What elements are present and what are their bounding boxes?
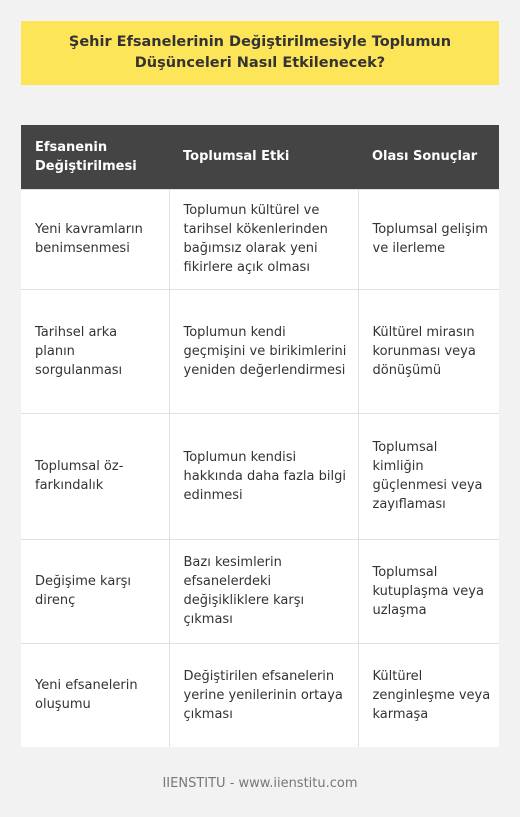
table-cell: Toplumun kültürel ve tarihsel kökenlerinden bağımsız olarak yeni fikirlere açık olması: [169, 189, 358, 289]
table-cell: Toplumsal öz-farkındalık: [21, 413, 169, 539]
table-cell: Toplumun kendi geçmişini ve birikimlerini yeniden değerlendirmesi: [169, 289, 358, 413]
table-cell: Değişime karşı direnç: [21, 539, 169, 643]
table-cell: Kültürel zenginleşme veya karmaşa: [358, 643, 499, 747]
table-cell: Toplumun kendisi hakkında daha fazla bilgi edinmesi: [169, 413, 358, 539]
footer-credit: IIENSTITU - www.iienstitu.com: [162, 776, 358, 791]
table-row: [21, 539, 499, 643]
table-cell: Toplumsal kutuplaşma veya uzlaşma: [358, 539, 499, 643]
table-cell: Bazı kesimlerin efsanelerdeki değişikliklere karşı çıkması: [169, 539, 358, 643]
table-cell: Yeni kavramların benimsenmesi: [21, 189, 169, 289]
title-banner: [21, 21, 499, 85]
table-row: [21, 189, 499, 289]
table-header-row: [21, 125, 499, 189]
column-header: Toplumsal Etki: [169, 125, 358, 189]
page-title: Şehir Efsanelerinin Değiştirilmesiyle Toplumun Düşünceleri Nasıl Etkilenecek?: [68, 34, 452, 71]
comparison-table: [21, 125, 499, 747]
table-cell: Tarihsel arka planın sorgulanması: [21, 289, 169, 413]
column-header: Olası Sonuçlar: [358, 125, 499, 189]
table-cell: Toplumsal kimliğin güçlenmesi veya zayıflaması: [358, 413, 499, 539]
column-header: Efsanenin Değiştirilmesi: [21, 125, 169, 189]
table-cell: Yeni efsanelerin oluşumu: [21, 643, 169, 747]
table-cell: Kültürel mirasın korunması veya dönüşümü: [358, 289, 499, 413]
table-row: [21, 413, 499, 539]
table-row: [21, 643, 499, 747]
table-cell: Toplumsal gelişim ve ilerleme: [358, 189, 499, 289]
table-row: [21, 289, 499, 413]
table-cell: Değiştirilen efsanelerin yerine yenilerinin ortaya çıkması: [169, 643, 358, 747]
